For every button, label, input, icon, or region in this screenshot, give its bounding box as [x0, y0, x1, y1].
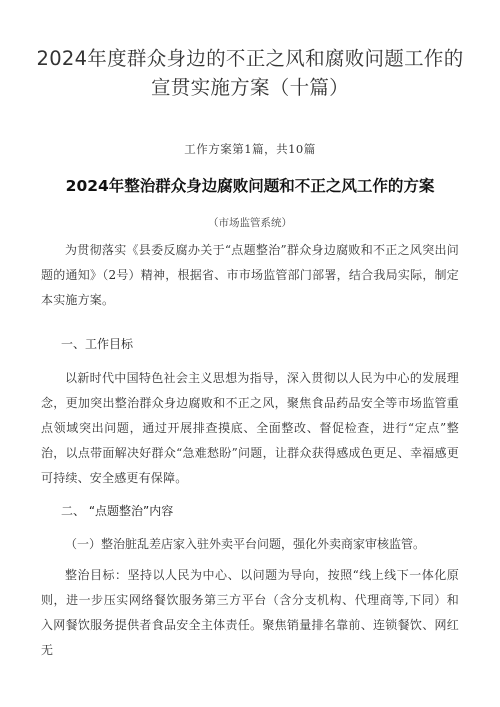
item1-paragraph: 整治目标：坚持以人民为中心、以问题为导向，按照“线上线下一体化原则，进一步压实网络餐饮服务第三方平台（含分支机构、代理商等,下同）和入网餐饮服务提供者食品安全主体责任。聚焦销量排名靠前、连锁餐饮、网红无	[41, 568, 459, 657]
section1-paragraph: 以新时代中国特色社会主义思想为指导，深入贯彻以人民为中心的发展理念，更加突出整治群众身边腐败和不正之风，聚焦食品药品安全等市场监管重点领域突出问题，通过开展排查摸底、全面整改、督促检查，进行“定点”整治，以点带面解决好群众“急难愁盼”问题，让群众获得感成色更足、幸福感更可持续、安全感更有保障。	[41, 371, 459, 485]
department-label: （市场监管系统）	[208, 217, 292, 229]
intro-paragraph: 为贯彻落实《县委反腐办关于“点题整治”群众身边腐败和不正之风突出问题的通知》（2号）精神，根据省、市市场监管部门部署，结合我局实际，制定本实施方案。	[41, 243, 459, 307]
item1-title: （一）整治脏乱差店家入驻外卖平台问题，强化外卖商家审核监管。	[65, 537, 426, 551]
main-title: 2024年整治群众身边腐败问题和不正之风工作的方案	[65, 177, 435, 195]
document-title: 2024年度群众身边的不正之风和腐败问题工作的宣贯实施方案（十篇）	[36, 47, 464, 99]
section1-heading: 一、工作目标	[61, 337, 134, 351]
plan-index: 工作方案第1篇，共10篇	[184, 142, 316, 156]
section2-heading: 二、 “点题整治”内容	[61, 504, 174, 518]
